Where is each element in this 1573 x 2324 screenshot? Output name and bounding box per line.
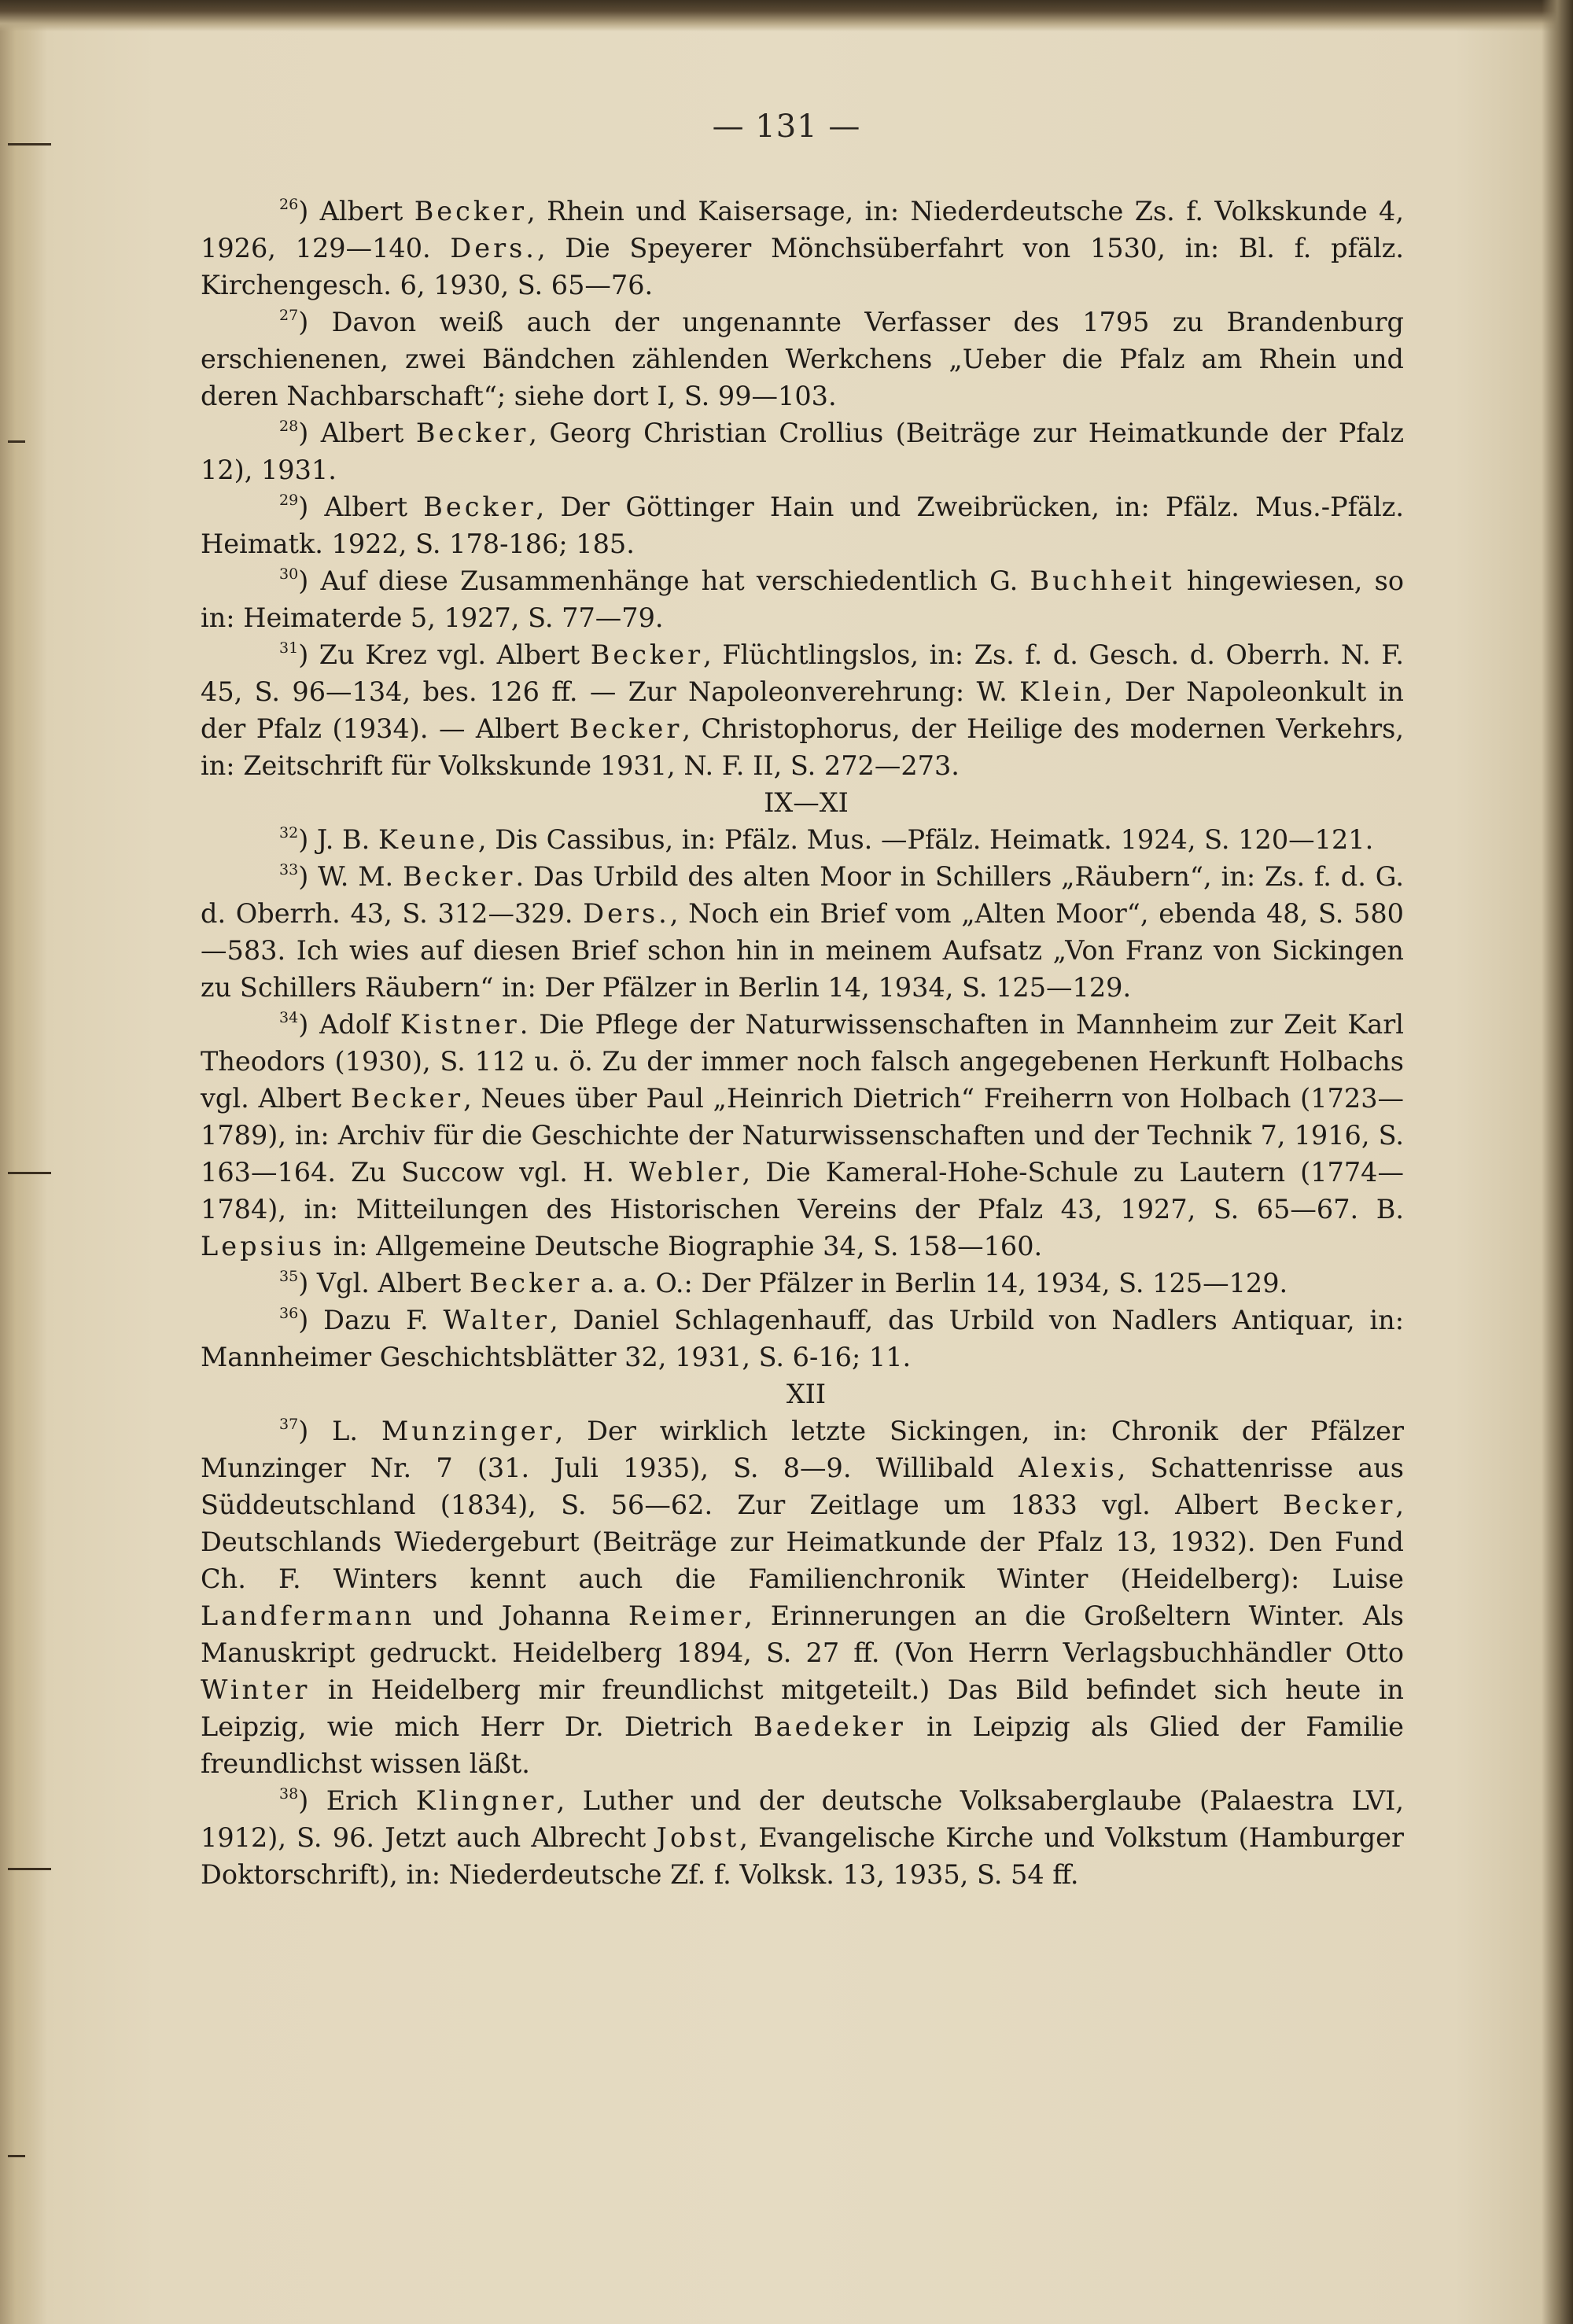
- binding-thread: [8, 2155, 25, 2157]
- footnote-31: [201, 636, 1404, 784]
- footnote-text: ) L.: [298, 1416, 381, 1446]
- page-number: — 131 —: [712, 109, 861, 145]
- footnote-32: [201, 821, 1404, 858]
- spaced-name: Reimer: [628, 1600, 745, 1631]
- spaced-name: Becker: [350, 1083, 464, 1114]
- footnote-text: , Die Speyerer Mönchsüberfahrt von 1530, in: Bl. f. pfälz. Kirchengesch. 6, 1930, S. 65—76.: [201, 233, 1404, 300]
- footnote-37: [201, 1412, 1404, 1782]
- footnote-number: 38: [279, 1785, 299, 1803]
- footnote-number: 36: [279, 1305, 299, 1322]
- footnote-text: , Flüchtlingslos, in: Zs. f. d. Gesch. d. Oberrh. N. F. 45, S. 96—134, bes. 126 ff. — Zur Napoleonverehrung: W.: [201, 639, 1404, 707]
- footnote-34: [201, 1006, 1404, 1265]
- spaced-name: Klingner: [415, 1785, 557, 1816]
- footnote-text: ) W. M.: [298, 861, 403, 892]
- footnote-30: [201, 562, 1404, 636]
- page-top-edge: [0, 0, 1573, 31]
- footnote-text: . Die Pflege der Naturwissenschaften in Mannheim zur Zeit Karl Theodors (1930), S. 112 u. ö. Zu der immer noch falsch angegebenen Herkunft Holbachs vgl. Albert: [201, 1009, 1404, 1114]
- footnote-text: , Luther und der deutsche Volksaberglaube (Palaestra LVI, 1912), S. 96. Jetzt auch Albrecht: [201, 1785, 1404, 1853]
- footnote-text: , Deutschlands Wiedergeburt (Beiträge zur Heimatkunde der Pfalz 13, 1932). Den Fund Ch. F. Winters kennt auch die Familienchronik Winter (Heidelberg): Luise: [201, 1490, 1404, 1594]
- footnote-text: , Der Göttinger Hain und Zweibrücken, in: Pfälz. Mus.-Pfälz. Heimatk. 1922, S. 178-186; 185.: [201, 492, 1404, 559]
- footnote-number: 29: [279, 492, 299, 509]
- spaced-name: Becker: [403, 861, 516, 892]
- spaced-name: Webler: [628, 1157, 742, 1188]
- spaced-name: Jobst: [656, 1822, 740, 1853]
- footnote-text: ) Auf diese Zusammenhänge hat verschiedentlich G.: [298, 565, 1030, 596]
- footnote-number: 35: [279, 1268, 299, 1285]
- footnote-33: [201, 858, 1404, 1006]
- spaced-name: Becker: [590, 639, 704, 670]
- footnote-text: ) Erich: [298, 1785, 416, 1816]
- footnote-number: 28: [279, 418, 299, 435]
- footnote-text: ) Albert: [298, 418, 416, 448]
- spaced-name: Winter: [201, 1674, 311, 1705]
- spaced-name: Ders.: [583, 898, 670, 929]
- footnote-text: ) Albert: [298, 196, 414, 227]
- spaced-name: Klein: [1019, 676, 1105, 707]
- footnote-text: in Heidelberg mir freundlichst mitgeteilt.) Das Bild befindet sich heute in Leipzig, wie mich Herr Dr. Dietrich: [201, 1674, 1404, 1742]
- footnote-text: , Neues über Paul „Heinrich Dietrich“ Freiherrn von Holbach (1723—1789), in: Archiv für die Geschichte der Naturwissenschaften und der Technik 7, 1916, S. 163—164. Zu Succow vgl. H.: [201, 1083, 1405, 1188]
- footnote-text: , Der Napoleonkult in der Pfalz (1934). — Albert: [201, 676, 1404, 744]
- spaced-name: Keune: [378, 824, 478, 855]
- spaced-name: Becker: [414, 196, 528, 227]
- footnote-text: hingewiesen, so in: Heimaterde 5, 1927, S. 77—79.: [201, 565, 1404, 633]
- footnote-text: in Leipzig als Glied der Familie freundlichst wissen läßt.: [201, 1711, 1404, 1779]
- footnote-text: a. a. O.: Der Pfälzer in Berlin 14, 1934, S. 125—129.: [582, 1268, 1288, 1298]
- spaced-name: Becker: [423, 492, 536, 522]
- footnote-number: 33: [279, 861, 299, 878]
- footnote-number: 34: [279, 1009, 299, 1026]
- footnote-38: [201, 1782, 1404, 1893]
- footnote-text: ) Vgl. Albert: [298, 1268, 470, 1298]
- spaced-name: Buchheit: [1030, 565, 1175, 596]
- footnote-text: , Noch ein Brief vom „Alten Moor“, ebenda 48, S. 580—583. Ich wies auf diesen Brief schon hin in meinem Aufsatz „Von Franz von Sickingen zu Schillers Räubern“ in: Der Pfälzer in Berlin 14, 1934, S. 125—129.: [201, 898, 1404, 1003]
- footnote-number: 26: [279, 196, 299, 213]
- footnote-text: . Das Urbild des alten Moor in Schillers „Räubern“, in: Zs. f. d. G. d. Oberrh. 43, S. 312—329.: [201, 861, 1404, 929]
- footnote-text: , Erinnerungen an die Großeltern Winter. Als Manuskript gedruckt. Heidelberg 1894, S. 27 ff. (Von Herrn Verlagsbuchhändler Otto: [201, 1600, 1404, 1668]
- footnote-36: [201, 1302, 1404, 1376]
- section-heading: IX—XI: [764, 787, 849, 818]
- footnotes-body: [201, 193, 1404, 1893]
- spaced-name: Munzinger: [381, 1416, 555, 1446]
- footnote-text: , Evangelische Kirche und Volkstum (Hamburger Doktorschrift), in: Niederdeutsche Zf. f. Volksk. 13, 1935, S. 54 ff.: [201, 1822, 1404, 1890]
- spaced-name: Becker: [415, 418, 529, 448]
- footnote-text: ) Dazu F.: [298, 1305, 444, 1335]
- spaced-name: Ders.: [450, 233, 537, 263]
- page-binding-edge: [0, 0, 47, 2324]
- footnote-text: , Christophorus, der Heilige des modernen Verkehrs, in: Zeitschrift für Volkskunde 1931, N. F. II, S. 272—273.: [201, 713, 1404, 781]
- page-right-edge: [1542, 0, 1573, 2324]
- footnote-text: ) Albert: [298, 492, 424, 522]
- footnote-26: [201, 193, 1404, 304]
- footnote-text: ) Adolf: [298, 1009, 400, 1040]
- spaced-name: Walter: [443, 1305, 551, 1335]
- footnote-28: [201, 414, 1404, 488]
- spaced-name: Becker: [1283, 1490, 1396, 1520]
- footnote-text: , Schattenrisse aus Süddeutschland (1834), S. 56—62. Zur Zeitlage um 1833 vgl. Albert: [201, 1453, 1404, 1520]
- footnote-text: , Rhein und Kaisersage, in: Niederdeutsche Zs. f. Volkskunde 4, 1926, 129—140.: [201, 196, 1404, 263]
- footnote-text: ) J. B.: [298, 824, 378, 855]
- footnote-35: [201, 1265, 1404, 1302]
- footnote-text: , Georg Christian Crollius (Beiträge zur Heimatkunde der Pfalz 12), 1931.: [201, 418, 1404, 485]
- footnote-27: [201, 304, 1404, 414]
- spaced-name: Alexis: [1019, 1453, 1118, 1483]
- footnote-text: , Die Kameral-Hohe-Schule zu Lautern (1774—1784), in: Mitteilungen des Historischen Vereins der Pfalz 43, 1927, S. 65—67. B.: [201, 1157, 1404, 1225]
- footnote-number: 30: [279, 565, 299, 583]
- footnote-text: , Dis Cassibus, in: Pfälz. Mus. —Pfälz. Heimatk. 1924, S. 120—121.: [477, 824, 1374, 855]
- footnote-number: 37: [279, 1416, 299, 1433]
- spaced-name: Becker: [569, 713, 683, 744]
- footnote-number: 31: [279, 639, 299, 657]
- binding-thread: [8, 440, 25, 443]
- section-heading: XII: [786, 1379, 827, 1409]
- footnote-text: ) Zu Krez vgl. Albert: [298, 639, 591, 670]
- spaced-name: Lepsius: [201, 1231, 326, 1261]
- footnote-text: ) Davon weiß auch der ungenannte Verfasser des 1795 zu Brandenburg erschienenen, zwei Bändchen zählenden Werkchens „Ueber die Pfalz am Rhein und deren Nachbarschaft“; siehe dort I, S. 99—103.: [201, 307, 1404, 411]
- spaced-name: Baedeker: [753, 1711, 906, 1742]
- spaced-name: Kistner: [400, 1009, 520, 1040]
- spaced-name: Landfermann: [201, 1600, 415, 1631]
- footnote-text: , Daniel Schlagenhauff, das Urbild von Nadlers Antiquar, in: Mannheimer Geschichtsblätter 32, 1931, S. 6-16; 11.: [201, 1305, 1404, 1372]
- footnote-text: und Johanna: [414, 1600, 628, 1631]
- footnote-number: 27: [279, 307, 299, 324]
- spaced-name: Becker: [469, 1268, 583, 1298]
- footnote-text: , Der wirklich letzte Sickingen, in: Chronik der Pfälzer Munzinger Nr. 7 (31. Juli 1935), S. 8—9. Willibald: [201, 1416, 1405, 1483]
- binding-thread: [8, 1868, 51, 1870]
- footnote-29: [201, 488, 1404, 562]
- binding-thread: [8, 1172, 51, 1174]
- footnote-number: 32: [279, 824, 299, 842]
- footnote-text: in: Allgemeine Deutsche Biographie 34, S. 158—160.: [325, 1231, 1043, 1261]
